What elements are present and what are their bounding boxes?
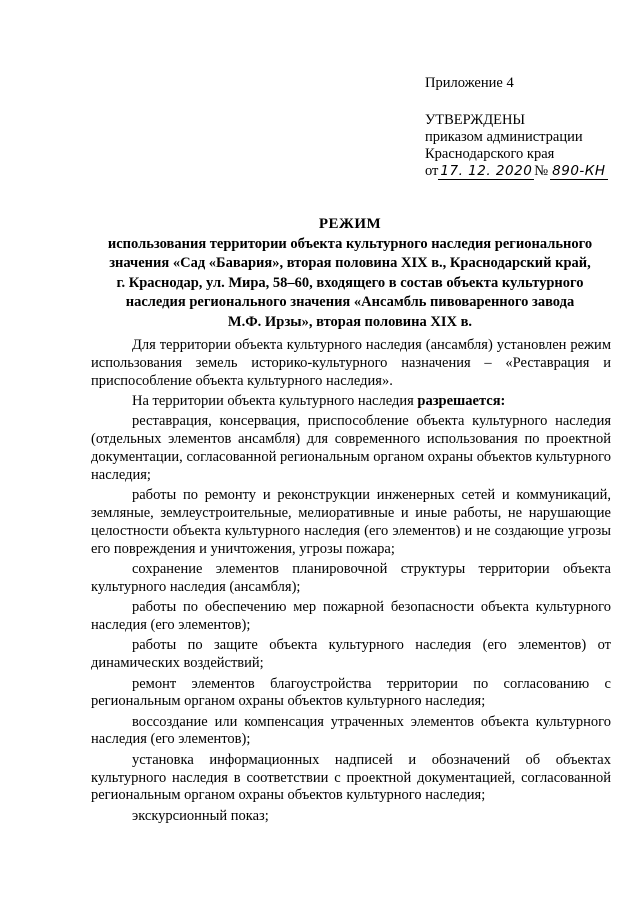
appendix-label: Приложение 4 <box>425 75 514 91</box>
list-item: реставрация, консервация, приспособление объекта культурного наследия (отдельных элементов ансамбля) для современного использования по проектной документации, согласованной региональным органом охраны объектов культурного наследия; <box>91 413 611 483</box>
allowed-prefix: На территории объекта культурного наследия <box>132 392 418 409</box>
handwritten-date: 17. 12. 2020 <box>440 163 533 179</box>
title-line: значения «Сад «Бавария», вторая половина XIX в., Краснодарский край, <box>109 255 591 271</box>
list-item: экскурсионный показ; <box>132 807 269 824</box>
order-line-1: приказом администрации <box>425 129 583 145</box>
list-item: воссоздание или компенсация утраченных элементов объекта культурного наследия (его элементов); <box>91 713 611 748</box>
intro-paragraph: Для территории объекта культурного наследия (ансамбля) установлен режим использования земель историко-культурного назначения – «Реставрация и приспособление объекта культурного наследия». <box>91 337 611 389</box>
document-body <box>91 337 611 828</box>
document-heading: РЕЖИМ <box>318 216 382 232</box>
title-line: использования территории объекта культурного наследия регионального <box>107 235 593 252</box>
list-item: работы по защите объекта культурного наследия (его элементов) от динамических воздействий; <box>91 637 611 672</box>
list-item: сохранение элементов планировочной структуры территории объекта культурного наследия (ансамбля); <box>91 560 611 595</box>
handwritten-number: 890-КН <box>552 163 606 179</box>
allowed-bold: разрешается: <box>417 392 506 409</box>
title-line: г. Краснодар, ул. Мира, 58–60, входящего в состав объекта культурного <box>116 274 584 291</box>
number-sign: № <box>534 163 549 179</box>
approved-label: УТВЕРЖДЕНЫ <box>425 112 526 128</box>
document-title-block <box>80 215 620 332</box>
date-prefix: от <box>425 163 439 179</box>
title-line: наследия регионального значения «Ансамбль пивоваренного завода <box>125 294 575 310</box>
title-line: М.Ф. Ирзы», вторая половина XIX в. <box>227 313 473 330</box>
list-item: ремонт элементов благоустройства территории по согласованию с региональным органом охраны объектов культурного наследия; <box>91 675 611 710</box>
list-item: работы по обеспечению мер пожарной безопасности объекта культурного наследия (его элементов); <box>91 599 611 633</box>
list-item: установка информационных надписей и обозначений об объектах культурного наследия в соответствии с проектной документацией, согласованной региональным органом охраны объектов культурного наследия; <box>91 751 611 804</box>
allowed-heading <box>91 393 611 411</box>
list-item: работы по ремонту и реконструкции инженерных сетей и коммуникаций, земляные, землеустроительные, мелиоративные и иные работы, не нарушающие целостности объекта культурного наследия (его элементов) и не создающие угрозы его повреждения и уничтожения, угрозы пожара; <box>91 487 611 557</box>
order-date-number <box>425 163 608 180</box>
approval-header <box>425 75 608 180</box>
order-line-2: Краснодарского края <box>425 146 555 162</box>
